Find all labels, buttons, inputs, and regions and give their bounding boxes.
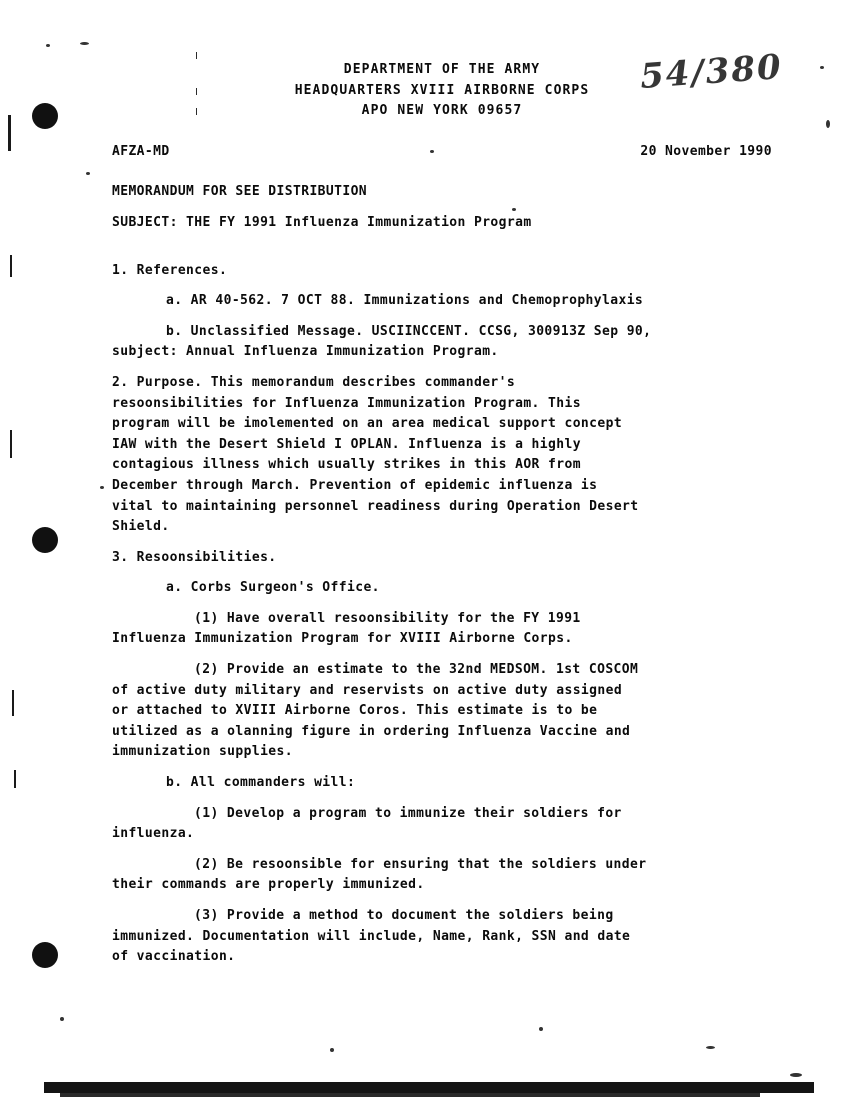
paragraph-3b3-line-3: of vaccination. <box>112 949 236 965</box>
subject-line: SUBJECT: THE FY 1991 Influenza Immunization Program <box>112 214 532 230</box>
paragraph-3a1-continued: Influenza Immunization Program for XVIII Airborne Corps. <box>112 631 573 647</box>
scan-speck <box>80 42 89 45</box>
scan-bottom-bar <box>44 1082 814 1093</box>
punch-hole <box>32 942 58 968</box>
paragraph-1a: a. AR 40-562. 7 OCT 88. Immunizations and Chemoprophylaxis <box>166 293 644 309</box>
paragraph-1b-continued: subject: Annual Influenza Immunization Program. <box>112 344 499 360</box>
office-symbol-and-date-row <box>112 142 772 163</box>
paragraph-3b1-continued: influenza. <box>112 826 195 842</box>
paragraph-3b2: (2) Be resoonsible for ensuring that the soldiers under <box>194 856 647 872</box>
scan-speck <box>820 66 824 69</box>
scan-speck <box>826 120 830 128</box>
handwritten-accession-number: 54/380 <box>638 47 784 97</box>
memo-date: 20 November 1990 <box>640 143 772 159</box>
paragraph-3-heading: 3. Resoonsibilities. <box>112 549 277 565</box>
paragraph-3a: a. Corbs Surgeon's Office. <box>166 580 380 596</box>
paragraph-2-line-6: December through March. Prevention of epidemic influenza is <box>112 477 598 493</box>
letterhead-line-2: HEADQUARTERS XVIII AIRBORNE CORPS <box>294 82 590 98</box>
paragraph-3a2-line-5: immunization supplies. <box>112 744 293 760</box>
office-symbol: AFZA-MD <box>112 143 170 159</box>
paragraph-3a2-line-2: of active duty military and reservists on active duty assigned <box>112 682 623 698</box>
paragraph-2-line-1: 2. Purpose. This memorandum describes commander's <box>112 374 516 390</box>
scan-edge-artifact <box>8 115 11 151</box>
scan-bottom-bar-shadow <box>60 1093 760 1097</box>
paragraph-2-line-3: program will be imolemented on an area medical support concept <box>112 416 623 432</box>
scan-speck <box>539 1027 543 1031</box>
paragraph-2-line-2: resoonsibilities for Influenza Immunization Program. This <box>112 395 581 411</box>
scan-edge-artifact <box>12 690 14 716</box>
scan-speck <box>86 172 90 175</box>
paragraph-3a1: (1) Have overall resoonsibility for the FY 1991 <box>194 610 581 626</box>
letterhead-line-1: DEPARTMENT OF THE ARMY <box>343 62 541 77</box>
scan-speck <box>46 44 50 47</box>
paragraph-3a2-line-3: or attached to XVIII Airborne Coros. This estimate is to be <box>112 703 598 719</box>
paragraph-3b1: (1) Develop a program to immunize their soldiers for <box>194 805 622 821</box>
paragraph-1-heading: 1. References. <box>112 262 228 278</box>
scan-edge-artifact <box>10 430 12 458</box>
punch-hole <box>32 527 58 553</box>
paragraph-3b2-continued: their commands are properly immunized. <box>112 877 425 893</box>
paragraph-3a2: (2) Provide an estimate to the 32nd MEDSOM. 1st COSCOM <box>194 662 639 678</box>
scan-speck <box>60 1017 64 1021</box>
scan-speck <box>100 486 104 489</box>
paragraph-3b3-line-2: immunized. Documentation will include, Name, Rank, SSN and date <box>112 928 631 944</box>
scan-edge-artifact <box>14 770 16 788</box>
paragraph-2-line-7: vital to maintaining personnel readiness during Operation Desert <box>112 498 639 514</box>
letterhead-line-3: APO NEW YORK 09657 <box>361 103 523 119</box>
scan-speck <box>790 1073 802 1077</box>
paragraph-3a2-line-4: utilized as a olanning figure in ordering Influenza Vaccine and <box>112 723 631 739</box>
paragraph-2-line-5: contagious illness which usually strikes in this AOR from <box>112 457 581 473</box>
paragraph-2-line-4: IAW with the Desert Shield I OPLAN. Influenza is a highly <box>112 436 581 452</box>
scan-speck <box>706 1046 715 1049</box>
paragraph-3b3: (3) Provide a method to document the soldiers being <box>194 908 614 923</box>
punch-hole <box>32 103 58 129</box>
paragraph-1b: b. Unclassified Message. USCIINCCENT. CCSG, 300913Z Sep 90, <box>166 323 652 339</box>
paragraph-2-line-8: Shield. <box>112 519 170 535</box>
memorandum-body <box>112 60 772 968</box>
paragraph-3b: b. All commanders will: <box>166 775 356 791</box>
scan-speck <box>330 1048 334 1052</box>
scan-edge-artifact <box>10 255 12 277</box>
memorandum-for-line: MEMORANDUM FOR SEE DISTRIBUTION <box>112 184 368 200</box>
scan-tick <box>196 52 197 59</box>
letterhead <box>112 60 772 122</box>
